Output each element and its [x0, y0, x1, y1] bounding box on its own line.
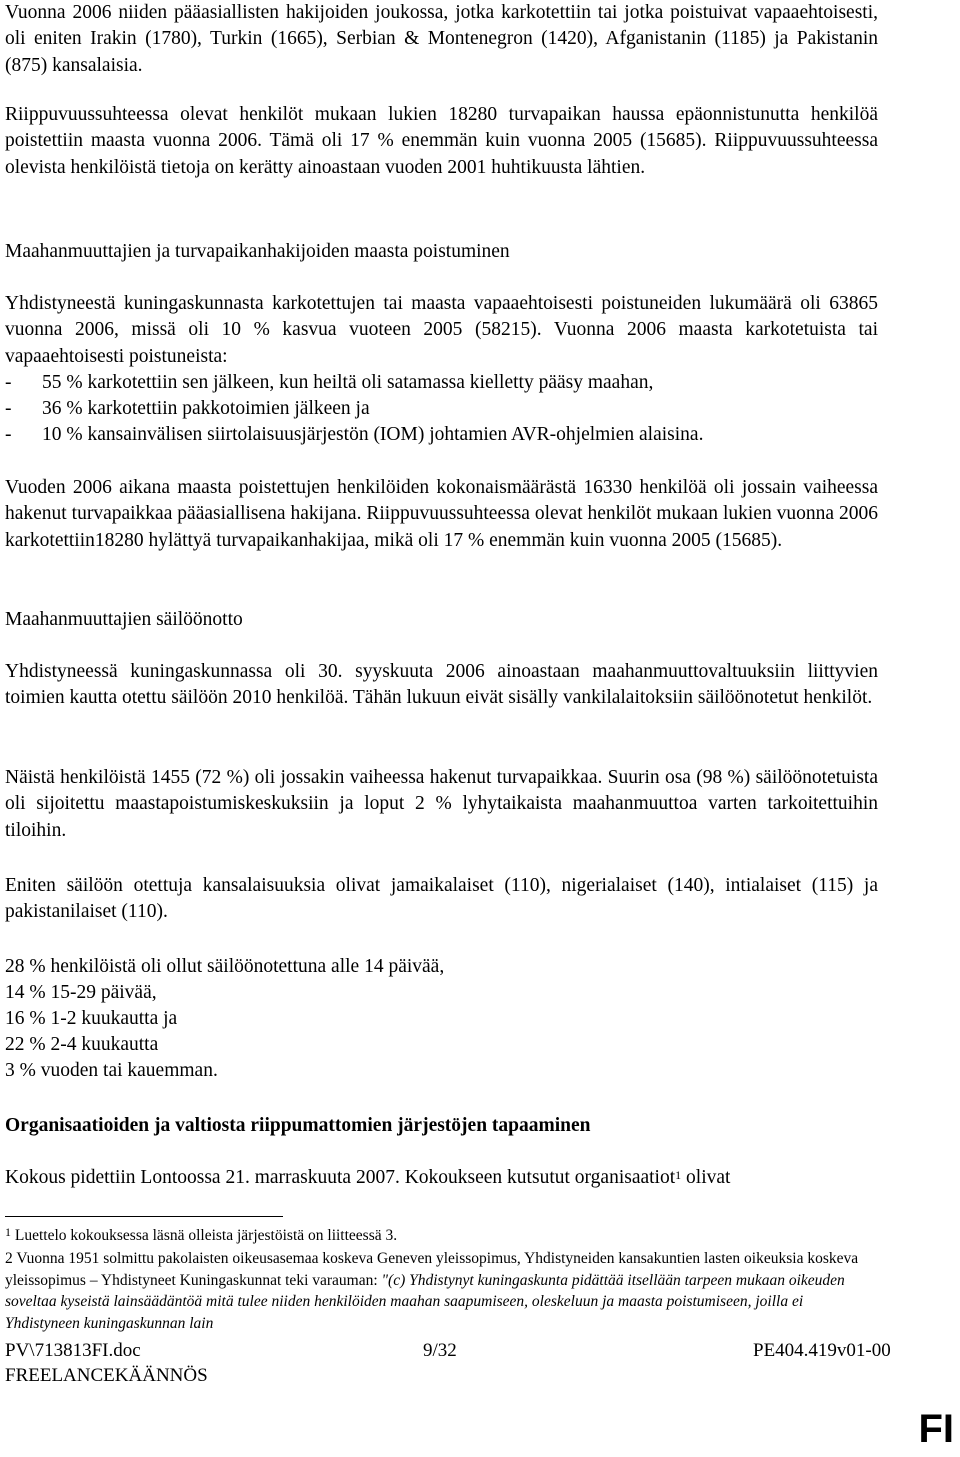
language-code: FI — [918, 1407, 954, 1451]
paragraph-asylum-removals: Vuoden 2006 aikana maasta poistettujen henkilöiden kokonaismäärästä 16330 henkilöä oli jossain vaiheessa hakenut turvapaikkaa pääasiallisena hakijana. Riippuvuussuhteessa olevat henkilöt mukaan lukien vuonna 2006 karkotettiin18280 hylättyä turvapaikanhakijaa, mikä oli 17 % enemmän kuin vuonna 2005 (15685). — [5, 477, 878, 551]
paragraph-deportations-by-nationality: Vuonna 2006 niiden pääasiallisten hakijoiden joukossa, jotka karkotettiin tai jotka poistuivat vapaaehtoisesti, oli eniten Irakin (1780), Turkin (1665), Serbian & Montenegron (1420), Afganistanin (1185) ja Pakistanin (875) kansalaisia. — [5, 2, 878, 76]
footnote-1-text: Luettelo kokouksessa läsnä olleista järjestöistä on liitteessä 3. — [11, 1227, 398, 1244]
footnote-1-number: 1 — [5, 1225, 11, 1239]
bullet-text: 10 % kansainvälisen siirtolaisuusjärjestön (IOM) johtamien AVR-ohjelmien alaisina. — [42, 424, 704, 445]
bullet-item — [5, 422, 703, 448]
heading-detention: Maahanmuuttajien säilöönotto — [5, 609, 243, 630]
paragraph-removals-count: Yhdistyneestä kuningaskunnasta karkotettujen tai maasta vapaaehtoisesti poistuneiden lukumäärä oli 63865 vuonna 2006, missä oli 10 % kasvua vuoteen 2005 (58215). Vuonna 2006 maasta karkotetuista tai vapaaehtoisesti poistuneista: — [5, 293, 878, 367]
meeting-text-end: olivat — [681, 1167, 731, 1188]
duration-line: 16 % 1-2 kuukautta ja — [5, 1008, 178, 1029]
heading-removals: Maahanmuuttajien ja turvapaikanhakijoiden maasta poistuminen — [5, 241, 510, 262]
footer-translator: FREELANCEKÄÄNNÖS — [5, 1365, 208, 1386]
paragraph-meeting — [5, 1165, 730, 1191]
footnote-2-quote: "(c) Yhdistynyt kuningaskunta pidättää itsellään tarpeen mukaan oikeuden soveltaa kyseistä lainsäädäntöä mitä tulee niiden henkilöiden maahan saapumiseen, oleskeluun ja maasta poistumiseen, joilla ei Yhdistyneen kuningaskunnan lain — [5, 1271, 845, 1333]
heading-ngo-meeting: Organisaatioiden ja valtiosta riippumattomien järjestöjen tapaaminen — [5, 1115, 591, 1136]
bullet-dash: - — [5, 372, 12, 393]
footer-doc-ref: PV\713813FI.doc — [5, 1340, 141, 1361]
paragraph-detention-count: Yhdistyneessä kuningaskunnassa oli 30. syyskuuta 2006 ainoastaan maahanmuuttovaltuuksiin liittyvien toimien kautta otettu säilöön 2010 henkilöä. Tähän lukuun eivät sisälly vankilalaitoksiin säilöönotetut henkilöt. — [5, 661, 878, 709]
footnote-1 — [5, 1225, 878, 1247]
duration-line: 14 % 15-29 päivää, — [5, 982, 157, 1003]
duration-line: 3 % vuoden tai kauemman. — [5, 1060, 218, 1081]
footnote-2-text: 2 Vuonna 1951 solmittu pakolaisten oikeusasemaa koskeva Geneven yleissopimus, Yhdistyneiden kansakuntien lasten oikeuksia koskeva yleissopimus – Yhdistyneet Kuningaskunnat teki varauman: — [5, 1250, 859, 1289]
footer-page-number: 9/32 — [423, 1340, 457, 1361]
footnote-2 — [5, 1248, 878, 1335]
duration-line: 22 % 2-4 kuukautta — [5, 1034, 159, 1055]
duration-line: 28 % henkilöistä oli ollut säilöönotettuna alle 14 päivää, — [5, 956, 445, 977]
footer-version: PE404.419v01-00 — [753, 1340, 891, 1361]
bullet-item — [5, 370, 653, 396]
footnote-divider — [5, 1216, 283, 1217]
paragraph-dependants-removed: Riippuvuussuhteessa olevat henkilöt mukaan lukien 18280 turvapaikan haussa epäonnistunutta henkilöä poistettiin maasta vuonna 2006. Tämä oli 17 % enemmän kuin vuonna 2005 (15685). Riippuvuussuhteessa olevista henkilöistä tietoja on kerätty ainoastaan vuoden 2001 huhtikuusta lähtien. — [5, 104, 878, 178]
meeting-text: Kokous pidettiin Lontoossa 21. marraskuuta 2007. Kokoukseen kutsutut organisaatiot — [5, 1167, 676, 1188]
footnote-ref: 1 — [675, 1168, 682, 1182]
bullet-dash: - — [5, 398, 12, 419]
paragraph-detention-asylum: Näistä henkilöistä 1455 (72 %) oli jossakin vaiheessa hakenut turvapaikkaa. Suurin osa (98 %) säilöönotetuista oli sijoitettu maastapoistumiskeskuksiin ja loput 2 % lyhytaikaista maahanmuuttoa varten tarkoitettuihin tiloihin. — [5, 767, 878, 841]
bullet-item — [5, 396, 370, 422]
bullet-dash: - — [5, 424, 12, 445]
bullet-text: 55 % karkotettiin sen jälkeen, kun heiltä oli satamassa kielletty pääsy maahan, — [42, 372, 654, 393]
bullet-text: 36 % karkotettiin pakkotoimien jälkeen ja — [42, 398, 370, 419]
paragraph-detention-nationalities: Eniten säilöön otettuja kansalaisuuksia olivat jamaikalaiset (110), nigerialaiset (140), intialaiset (115) ja pakistanilaiset (110). — [5, 875, 878, 923]
